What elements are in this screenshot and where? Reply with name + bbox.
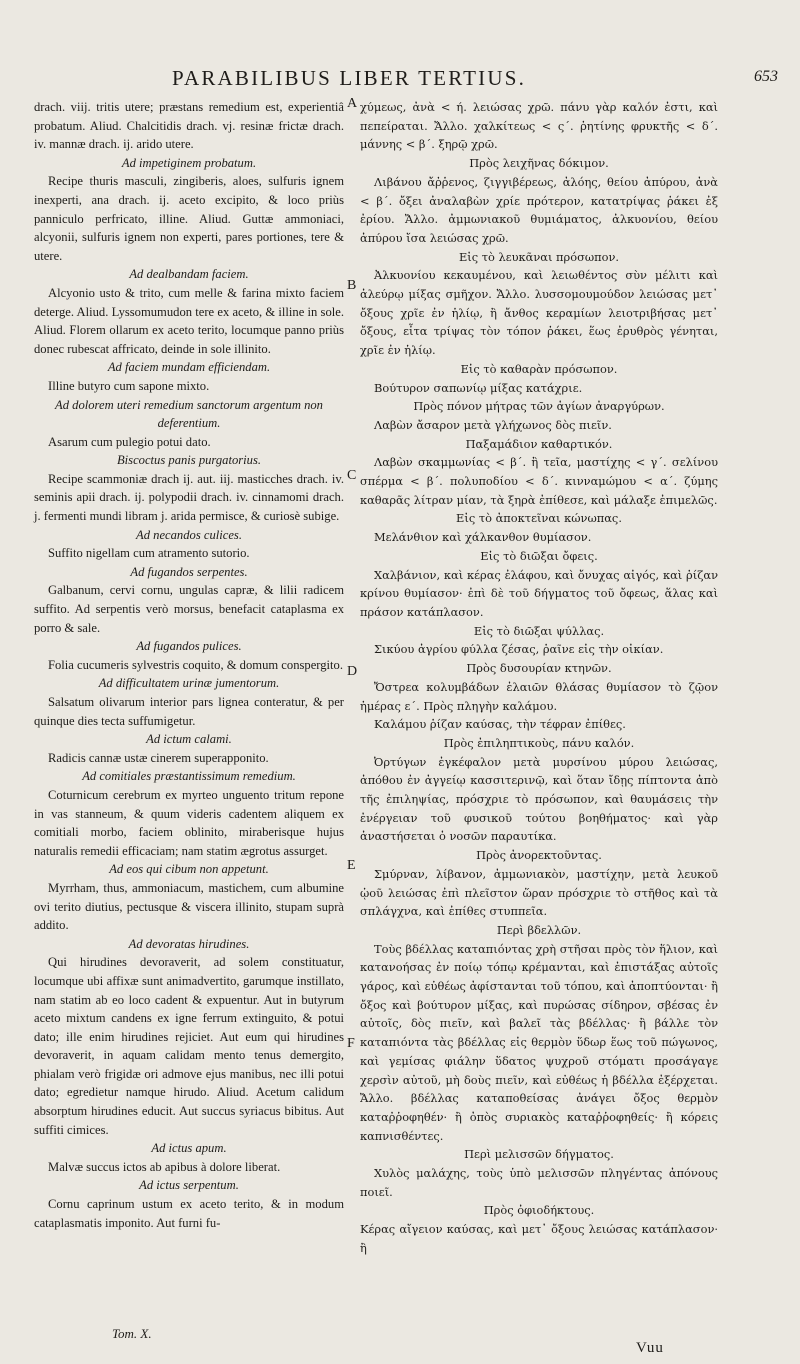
- paragraph: Suffito nigellam cum atramento sutorio.: [48, 546, 250, 561]
- section-heading: Ad fugandos serpentes.: [130, 564, 248, 579]
- paragraph: Myrrham, thus, ammoniacum, mastichem, cum albumine ovi terito diutius, pectusque & viscera illinito, stupam suprà addito.: [34, 880, 344, 933]
- volume-label: Tom. X.: [112, 1326, 152, 1341]
- margin-marker: F: [347, 1036, 355, 1051]
- signature-mark: Vuu: [636, 1340, 664, 1356]
- section-heading: Πρὸς δυσουρίαν κτηνῶν.: [466, 661, 612, 676]
- paragraph: Τοὺς βδέλλας καταπιόντας χρὴ στῆσαι πρὸς τὸν ἥλιον, καὶ κατανοήσας ἐν ποίῳ τόπῳ κρέμανται, καὶ ἐπιστάξας αὐτοῖς γάρος, καὶ εὐθέως ἀφίστανται τοῦ τόπου, καὶ ἀποπτύονται· ἢ ὄξος καὶ βούτυρον μίξας, καὶ πυρώσας σίδηρον, σβέσας ἐν αὐτοῖς, δὸς πιεῖν, καὶ βαλεῖ τὰς βδέλλας· ἢ βάλλε τὸν καταπιόντα τὰς βδέλλας εἰς θερμὸν ὕδωρ ἕως τοῦ πώγωνος, καὶ γεμίσας φιάλην ὕδατος ψυχροῦ στόματι προσάγαγε χερσὶν αὐτοῦ, μὴ δοὺς πιεῖν, καὶ εὐθέως ἡ βδέλλα ἐξέρχεται. Ἄλλο. βδέλλας καταποθείσας ἀνάγει ὄξος θερμὸν καταῤῥοφηθέν· ἢ ὀπὸς συριακὸς καταῤῥοφηθείς· ἢ κόρεις καπνισθέντες.: [360, 941, 718, 1143]
- paragraph: Alcyonio usto & trito, cum melle & farina mixto faciem deterge. Aliud. Lyssomumudon tere ex aceto, & illine in sole. Aliud. Florem ollarum ex aceto terito, locumque panno priùs donec rubescat affricato, deinde in sole illinito.: [34, 285, 344, 356]
- section-heading: Εἰς τὸ ἀποκτεῖναι κώνωπας.: [456, 511, 622, 526]
- section-heading: Ad ictum calami.: [146, 732, 232, 747]
- paragraph: Χυλὸς μαλάχης, τοὺς ὑπὸ μελισσῶν πληγέντας ἀπόνους ποιεῖ.: [360, 1166, 718, 1199]
- paragraph: Λαβὼν σκαμμωνίας < β΄. ἢ τεῖα, μαστίχης < γ΄. σελίνου σπέρμα < β΄. πολυποδίου < δ΄. κινναμώμου < α΄. ζύμης καθαρᾶς λίτραν μίαν, τὰ ξηρὰ ἐπίθεσε, καὶ μάλαξε ἐπιμελῶς.: [360, 455, 718, 507]
- margin-marker: B: [347, 278, 357, 293]
- paragraph: Βούτυρον σαπωνίῳ μίξας κατάχριε.: [374, 380, 583, 395]
- section-heading: Ad eos qui cibum non appetunt.: [109, 862, 269, 877]
- section-heading: Περὶ βδελλῶν.: [496, 922, 582, 937]
- section-heading: Ad impetiginem probatum.: [121, 155, 257, 170]
- paragraph: Ὀρτύγων ἐγκέφαλον μετὰ μυρσίνου μύρου λειώσας, ἀπόθου ἐν ἀγγείῳ κασσιτερινῷ, καὶ ὅταν ἴδῃς πίπτοντα ἀπὸ τῆς ἐπιληψίας, πρόσχριε τὸ πρόσωπον, καὶ θαυμάσεις τὴν ἐνέργειαν τοῦ φυσικοῦ τούτου βοηθήματος· καὶ γὰρ ἀναστήσεται ὁ νοσῶν παραυτίκα.: [360, 754, 718, 844]
- section-heading: Παξαμάδιον καθαρτικόν.: [465, 436, 613, 451]
- paragraph: Χαλβάνιον, καὶ κέρας ἐλάφου, καὶ ὄνυχας αἰγός, καὶ ῥίζαν κρίνου θυμίασον· ἐπὶ δὲ τοῦ δήγματος τοῦ ὄφεως, ἅλας καὶ πράσον κατάπλασον.: [360, 567, 718, 619]
- section-heading: Πρὸς λειχῆνας δόκιμον.: [469, 156, 609, 171]
- paragraph: Malvæ succus ictos ab apibus à dolore liberat.: [48, 1159, 281, 1174]
- paragraph: Κέρας αἴγειον καύσας, καὶ μετ᾽ ὄξους λειώσας κατάπλασον· ἢ: [360, 1222, 718, 1255]
- margin-marker: C: [347, 468, 357, 483]
- margin-marker: A: [347, 96, 358, 111]
- section-heading: Ad dolorem uteri remedium sanctorum argentum non deferentium.: [55, 397, 323, 431]
- section-heading: Περὶ μελισσῶν δήγματος.: [464, 1147, 614, 1162]
- section-heading: Ad comitiales præstantissimum remedium.: [82, 769, 296, 784]
- section-heading: Ad necandos culices.: [136, 527, 242, 542]
- section-heading: Εἰς τὸ λευκᾶναι πρόσωπον.: [458, 249, 620, 264]
- paragraph: Recipe thuris masculi, zingiberis, aloes, sulfuris ignem inexperti, ana drach. ij. aceto excipito, & loco priùs panniculo perfricato, illine. Aliud. Guttæ ammoniaci, alcyonii, sulfuris ignem non experti, pares portiones, tere & utere.: [34, 174, 344, 263]
- paragraph: Cornu caprinum ustum ex aceto terito, & in modum cataplasmatis imponito. Aut furni fu-: [34, 1197, 344, 1230]
- paragraph: Μελάνθιον καὶ χάλκανθον θυμίασον.: [374, 530, 592, 545]
- section-heading: Ad faciem mundam efficiendam.: [107, 360, 271, 375]
- running-title: PARABILIBUS LIBER TERTIUS.: [172, 66, 527, 90]
- section-heading: Πρὸς ἐπιληπτικοὺς, πάνυ καλόν.: [443, 735, 635, 750]
- paragraph: Ἀλκυονίου κεκαυμένου, καὶ λειωθέντος σὺν μέλιτι καὶ ἀλεύρῳ μίξας σμῆχον. Ἄλλο. λυσσομουμούδον λειώσας μετ᾽ ὄξους χρῖε ἐν ἡλίῳ, ἢ ἄνθος κεραμίων λειοτριβήσας μετ᾽ ὄξους, εἶτα τρίψας τὸν τόπον ῥάκει, ἕως ἐρυθρὸς γένηται, χρῖε ἐν ἡλίῳ.: [360, 268, 718, 358]
- paragraph: Radicis cannæ ustæ cinerem superapponito.: [48, 750, 269, 765]
- paragraph: Ὄστρεα κολυμβάδων ἐλαιῶν θλάσας θυμίασον τὸ ζῷον ἡμέρας ε΄. Πρὸς πληγὴν καλάμου.: [360, 679, 718, 713]
- section-heading: Biscoctus panis purgatorius.: [116, 453, 262, 468]
- paragraph: Recipe scammoniæ drach ij. aut. iij. masticches drach. iv. seminis apii drach. ij. polypodii drach. iv. cinnamomi drach. j. fermenti mundi libram j. arida permisce, & curiosè subige.: [34, 471, 344, 524]
- paragraph: Coturnicum cerebrum ex myrteo unguento tritum repone in vas stanneum, & quum videris cadentem aliquem ex comitiali morbo, faciem oblinito, miraberisque hujus naturalis remedii efficaciam; nam statim ægrotus assurget.: [34, 787, 344, 858]
- section-heading: Ad dealbandam faciem.: [129, 267, 249, 282]
- page-header: [0, 62, 800, 94]
- paragraph: Σμύρναν, λίβανον, ἀμμωνιακὸν, μαστίχην, μετὰ λευκοῦ ᾠοῦ λειώσας ἐπὶ πλεῖστον ὥραν πρόσχριε τὸ στῆθος καὶ τὰ σπλάγχνα, καὶ ἐπίθες στυππεῖα.: [360, 866, 718, 919]
- page-number: 653: [754, 68, 778, 85]
- paragraph: Σικύου ἀγρίου φύλλα ζέσας, ῥαῖνε εἰς τὴν οἰκίαν.: [374, 642, 664, 657]
- paragraph: Asarum cum pulegio potui dato.: [48, 434, 211, 449]
- paragraph: drach. viij. tritis utere; præstans remedium est, experientiâ probatum. Aliud. Chalcitidis drach. vj. resinæ frictæ drach. iv. mannæ drach. ij. arido utere.: [34, 100, 344, 152]
- paragraph: Λιβάνου ἄῤῥενος, ζιγγιβέρεως, ἀλόης, θείου ἀπύρου, ἀνὰ < β΄. ὄξει ἀναλαβὼν χρίε πρότερον, κατατρίψας ῥάκει ἐξ ἐρίου. Ἄλλο. ἀμμωνιακοῦ θυμιάματος, ἀλκυονίου, θείου ἀπύρου ἴσα λειώσας χρῶ.: [360, 174, 718, 245]
- paragraph: Qui hirudines devoraverit, ad solem constituatur, locumque ubi affixæ sunt animadvertito, garumque instillato, nam statim ab eo loco cadent & expuentur. Aut in butyrum aceto mixtum candens ex igne ferrum extinguito, & potui dato; ille enim hirudines rejiciet. Aut eum qui hirudines devoraverit, in aquam calidam mento tenus demergito, phialam verò frigidæ ori admove ejus manibus, nec illi potui dato; egredietur namque hirudo. Aliud. Acetum calidum absorptum hirudines educit. Aut succus syriacus bibitus. Aut suffiti cimices.: [34, 955, 344, 1137]
- section-heading: Ad fugandos pulices.: [136, 639, 242, 654]
- section-heading: Πρὸς ἀνορεκτοῦντας.: [476, 848, 602, 863]
- section-heading: Ad difficultatem urinæ jumentorum.: [98, 676, 280, 691]
- section-heading: Εἰς τὸ διῶξαι ψύλλας.: [473, 623, 605, 638]
- section-heading: Πρὸς πόνον μήτρας τῶν ἁγίων ἀναργύρων.: [413, 399, 665, 414]
- section-heading: Εἰς τὸ διῶξαι ὄφεις.: [480, 548, 598, 563]
- section-heading: Ad ictus apum.: [151, 1141, 227, 1156]
- paragraph: χύμεως, ἀνὰ < ή. λειώσας χρῶ. πάνυ γὰρ καλόν ἐστι, καὶ πεπείραται. Ἄλλο. χαλκίτεως < ς΄. ῥητίνης φρυκτῆς < δ΄. μάννης < β΄. ξηρῷ χρῶ.: [360, 100, 718, 152]
- section-heading: Ad devoratas hirudines.: [128, 936, 250, 951]
- paragraph: Illine butyro cum sapone mixto.: [48, 378, 210, 393]
- section-heading: Ad ictus serpentum.: [139, 1178, 239, 1193]
- greek-column: [360, 98, 718, 1258]
- paragraph: Salsatum olivarum interior pars lignea conteratur, & per quinque dies tecta suffumigetur.: [34, 695, 344, 728]
- section-heading: Πρὸς ὀφιοδήκτους.: [483, 1203, 595, 1218]
- section-heading: Εἰς τὸ καθαρὰν πρόσωπον.: [460, 361, 618, 376]
- paragraph: Folia cucumeris sylvestris coquito, & domum conspergito.: [48, 657, 343, 672]
- paragraph: Galbanum, cervi cornu, ungulas capræ, & lilii radicem suffito. Ad serpentis verò morsus, benefacit cataplasma ex porro & sale.: [34, 583, 344, 635]
- margin-marker: E: [347, 858, 356, 873]
- margin-marker: D: [347, 664, 358, 679]
- paragraph: Καλάμου ῥίζαν καύσας, τὴν τέφραν ἐπίθες.: [374, 717, 626, 732]
- latin-column: [34, 98, 344, 1232]
- paragraph: Λαβὼν ἄσαρον μετὰ γλήχωνος δὸς πιεῖν.: [374, 417, 612, 432]
